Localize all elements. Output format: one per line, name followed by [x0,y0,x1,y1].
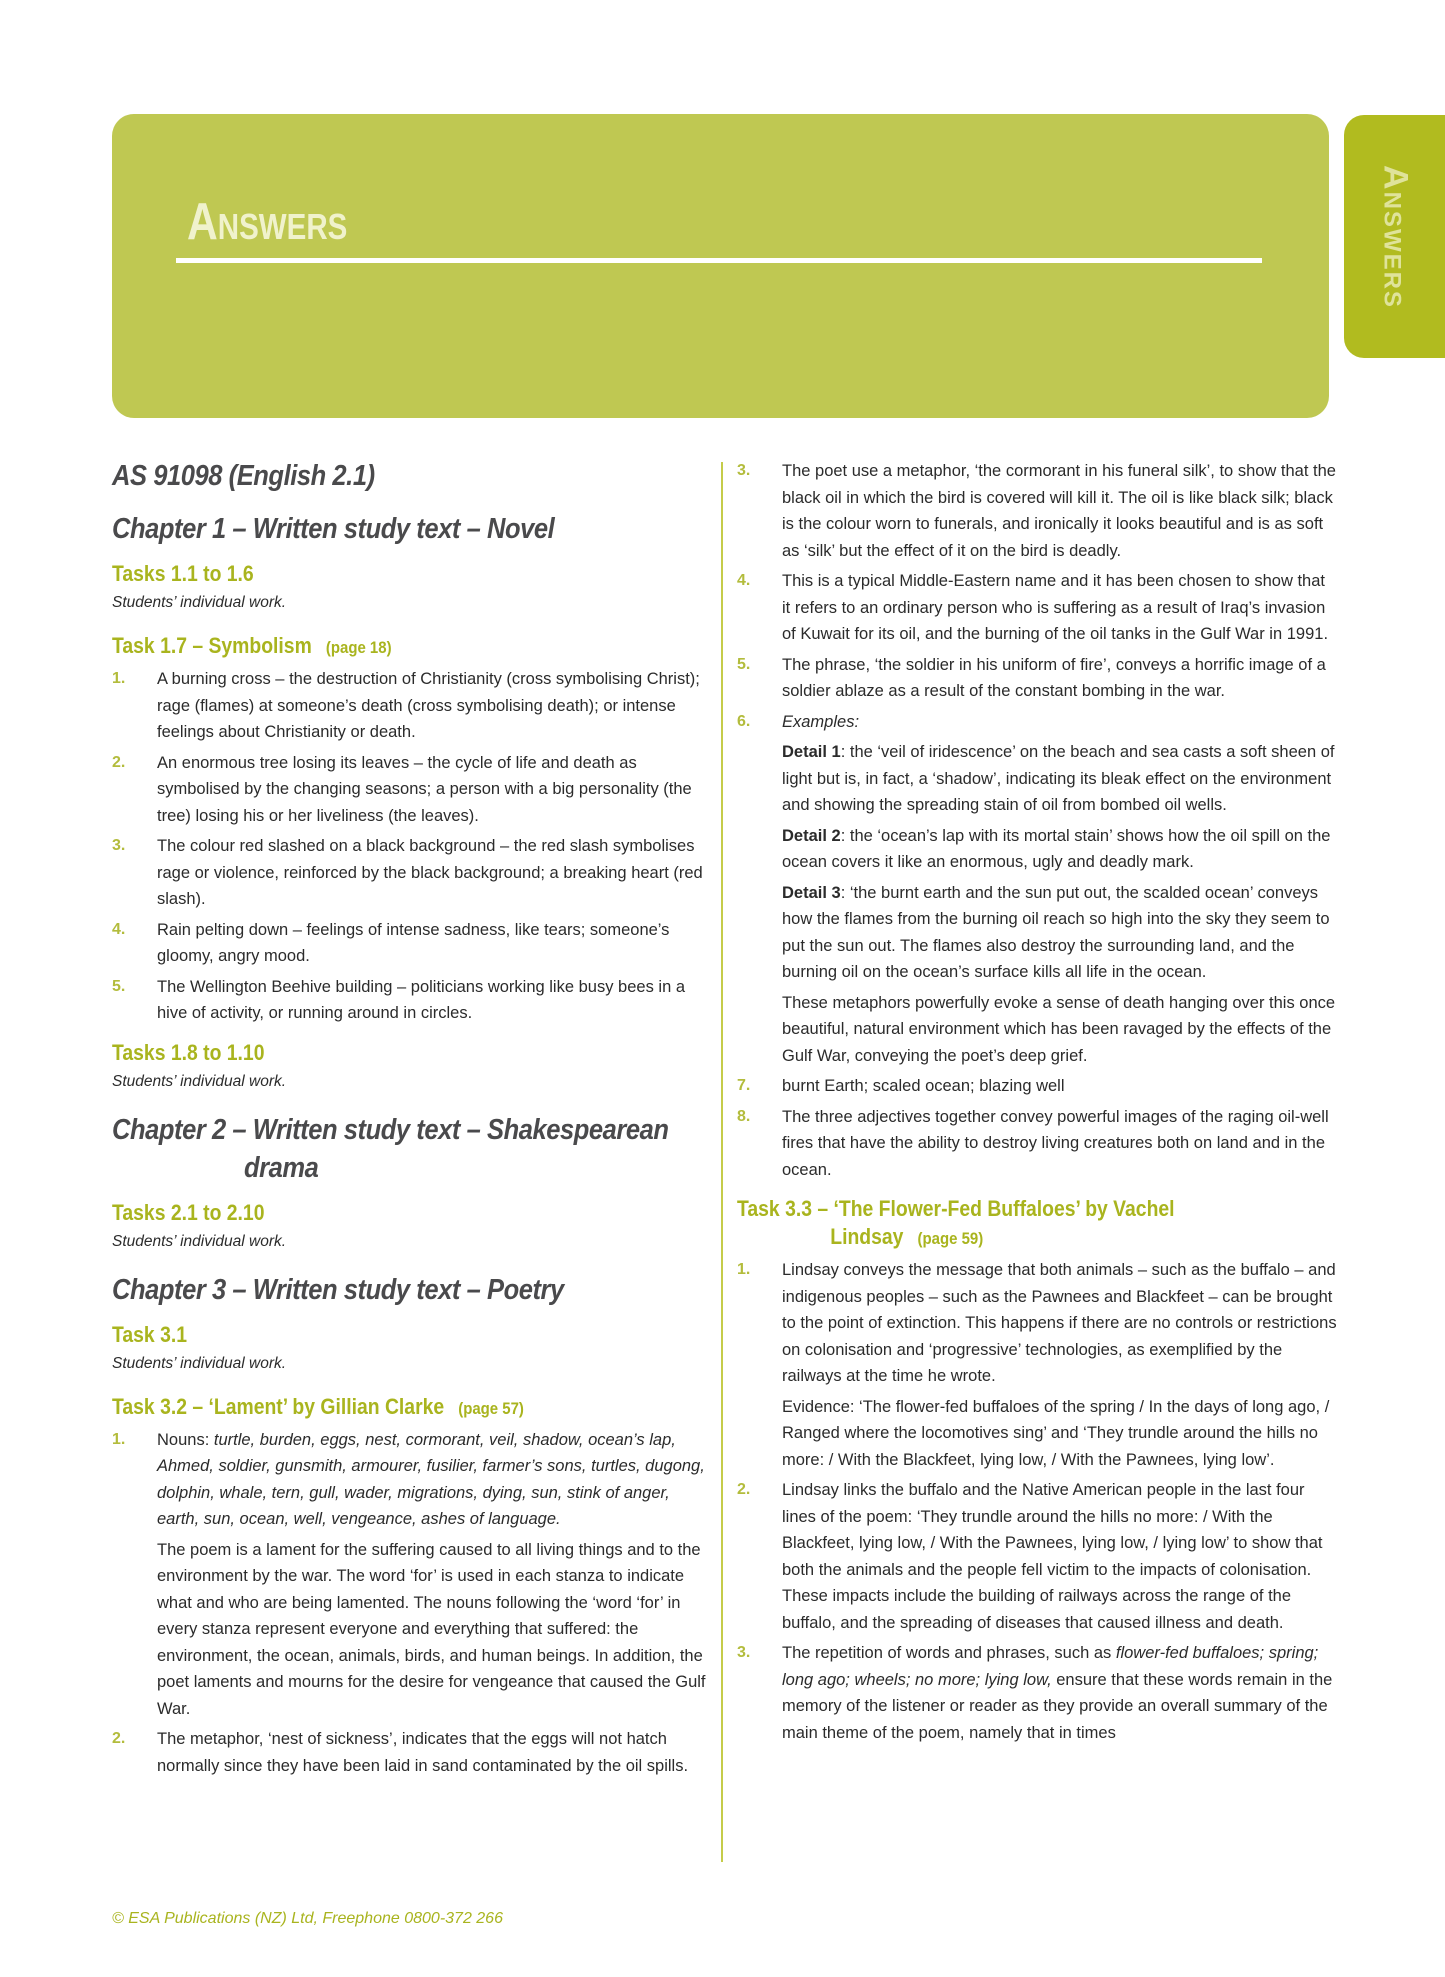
answer-number: 2. [737,1481,751,1498]
chapter-3-heading: Chapter 3 – Written study text – Poetry [112,1273,564,1306]
detail-label: Detail 1 [782,743,841,761]
answer-number: 4. [112,920,126,938]
right-column [737,458,1337,1750]
answer-number: 5. [112,977,126,995]
answer-text: The poet use a metaphor, ‘the cormorant in his funeral silk’, to show that the black oil in which the bird is covered will kill it. The oil is like black silk; black is the colour worn to funerals, and ironically it looks beautiful and is as soft as ‘silk’ but the effect of it on the bird is deadly. [782,462,1336,560]
answer-number: 6. [737,712,751,730]
answer-paragraph: The poem is a lament for the suffering caused to all living things and to the environment by the war. The word ‘for’ is used in each stanza to indicate what and who are being lamented. The nouns following the ‘word ‘for’ in every stanza represent everyone and everything that suffered: the environment, the ocean, animals, birds, and human beings. In addition, the poet laments and mourns for the desire for vengeance that caused the Gulf War. [157,1540,706,1718]
banner-rule [176,258,1262,263]
noun-list: turtle, burden, eggs, nest, cormorant, veil, shadow, ocean’s lap, Ahmed, soldier, gunsmith, armourer, fusilier, farmer’s sons, turtles, dugong, dolphin, whale, tern, gull, wader, migrations, dying, sun, stink of anger, earth, sun, ocean, well, vengeance, ashes of language. [157,1430,705,1528]
side-tab-label: Answers [1376,164,1414,309]
chapter-2-heading [112,1111,669,1187]
answer-text: A burning cross – the destruction of Christianity (cross symbolising Christ); rage (flames) at someone’s death (cross symbolising death); or intense feelings about Christianity or death. [157,670,700,741]
examples-label: Examples: [782,712,860,731]
task-note: Students’ individual work. [112,1232,287,1250]
answer-item [112,833,707,913]
answer-rest: ensure that these words remain in the memory of the listener or reader as they provide an overall summary of the main theme of the poem, namely that in times [782,1670,1333,1742]
task-title: Task 3.3 – ‘The Flower-Fed Buffaloes’ by Vachel [737,1196,1175,1221]
page-reference: (page 18) [325,638,392,657]
page-reference: (page 57) [458,1398,524,1418]
answer-intro [782,709,1337,736]
detail-text: : ‘the burnt earth and the sun put out, the scalded ocean’ conveys how the flames from the burning oil reach so high into the sky they seem to put the sun out. The flames also destroy the surrounding land, and the burning oil on the ocean’s surface kills all life in the ocean. [782,883,1330,981]
answer-text: Rain pelting down – feelings of intense sadness, like tears; someone’s gloomy, angry mood. [157,920,670,965]
answer-item [112,1726,707,1779]
answer-item [737,1073,1337,1100]
answer-item [112,974,707,1027]
answer-paragraph: These metaphors powerfully evoke a sense of death hanging over this once beautiful, natural environment which has been ravaged by the effects of the Gulf War, conveying the poet’s deep grief. [782,993,1336,1065]
answer-number: 3. [112,837,126,854]
answer-item [737,1640,1337,1746]
answer-number: 7. [737,1077,751,1094]
answer-text: The metaphor, ‘nest of sickness’, indicates that the eggs will not hatch normally since they have been laid in sand contaminated by the oil spills. [157,1730,689,1775]
detail-paragraph [782,739,1337,819]
answer-number: 2. [112,753,126,771]
answer-text: The colour red slashed on a black background – the red slash symbolises rage or violence, reinforced by the black background; a breaking heart (red slash). [157,837,703,908]
detail-text: : the ‘veil of iridescence’ on the beach and sea casts a soft sheen of light but is, in fact, a ‘shadow’, indicating its bleak effect on the environment and showing the spreading stain of oil from bombed oil wells. [782,743,1335,814]
answer-number: 3. [737,1644,751,1661]
task-heading: Task 3.1 [112,1321,187,1347]
chapter-1-heading: Chapter 1 – Written study text – Novel [112,513,555,545]
answer-text: burnt Earth; scaled ocean; blazing well [782,1077,1065,1095]
task-title: Task 3.2 – ‘Lament’ by Gillian Clarke [112,1393,445,1419]
answer-lead: The repetition of words and phrases, such as [782,1644,1116,1662]
answer-item [112,750,707,830]
standard-heading: AS 91098 (English 2.1) [112,460,375,492]
answer-item [112,917,707,970]
answer-number: 3. [737,462,751,479]
answer-lead: Nouns: [157,1430,214,1449]
answer-number: 1. [112,670,126,687]
answer-item [737,458,1337,564]
repeated-phrases: flower-fed buffaloes; spring; long ago; wheels; no more; lying low, [782,1644,1319,1689]
task-note: Students’ individual work. [112,1072,287,1090]
answer-text: The three adjectives together convey powerful images of the raging oil-well fires that have the ability to destroy living creatures both on land and in the ocean. [782,1107,1329,1179]
section-side-tab [1344,115,1445,358]
task-title: Lindsay [830,1224,904,1249]
answer-number: 4. [737,572,751,589]
left-column [112,458,707,1783]
answer-text: An enormous tree losing its leaves – the cycle of life and death as symbolised by the changing seasons; a person with a big personality (the tree) losing his or her liveliness (the leaves). [157,753,692,825]
task-heading: Tasks 2.1 to 2.10 [112,1199,265,1225]
detail-label: Detail 2 [782,826,841,845]
task-note: Students’ individual work. [112,1354,287,1372]
answer-item [737,568,1337,648]
detail-paragraph [782,880,1337,986]
answer-number: 5. [737,655,751,673]
answer-text: This is a typical Middle-Eastern name and it has been chosen to show that it refers to an ordinary person who is suffering as a result of Iraq’s invasion of Kuwait for its oil, and the burning of the oil tanks in the Gulf War in 1991. [782,572,1329,643]
task-heading [112,1393,636,1423]
answer-item [737,709,1337,1070]
answer-item [737,1104,1337,1184]
answer-number: 2. [112,1730,126,1747]
answer-item [737,1477,1337,1636]
page-reference: (page 59) [917,1229,984,1248]
detail-paragraph [782,823,1337,876]
task-note: Students’ individual work. [112,594,287,611]
chapter-banner [112,114,1329,418]
task-heading: Tasks 1.1 to 1.6 [112,561,254,586]
task-heading [737,1195,1265,1253]
copyright-footer: © ESA Publications (NZ) Ltd, Freephone 0800-372 266 [112,1910,503,1927]
answer-text [157,1427,707,1533]
chapter-title-line: drama [244,1151,319,1184]
detail-text: : the ‘ocean’s lap with its mortal stain’ shows how the oil spill on the ocean covers it like an enormous, ugly and deadly mark. [782,826,1331,871]
banner-title: Answers [187,193,348,251]
answer-item [737,1257,1337,1473]
answer-number: 1. [737,1261,751,1278]
task-heading [112,632,636,662]
answer-item [112,1427,707,1723]
answer-text [782,1640,1337,1746]
task-title: Task 1.7 – Symbolism [112,633,312,658]
chapter-title-line: Chapter 2 – Written study text – Shakespearean [112,1113,669,1146]
answer-text: Lindsay links the buffalo and the Native American people in the last four lines of the poem: ‘They trundle around the hills no more: / With the Blackfeet, lying low, / With the Pawnees, lying low, / lying low’ to show that both the animals and the people fell victim to the impacts of colonisation. These impacts include the building of railways across the range of the buffalo, and the spreading of diseases that caused illness and death. [782,1481,1323,1632]
column-divider [721,462,723,1862]
answer-number: 1. [112,1430,126,1448]
evidence-paragraph: Evidence: ‘The flower-fed buffaloes of the spring / In the days of long ago, / Ranged where the locomotives sing’ and ‘They trundle around the hills no more: / With the Blackfeet, lying low, / With the Pawnees, lying low’. [782,1397,1330,1469]
answer-text: The phrase, ‘the soldier in his uniform of fire’, conveys a horrific image of a soldier ablaze as a result of the constant bombing in the war. [782,655,1326,700]
answer-item [112,666,707,746]
answer-item [737,652,1337,705]
answer-number: 8. [737,1107,751,1125]
task-title-continued [737,1223,1265,1253]
answer-text: The Wellington Beehive building – politicians working like busy bees in a hive of activity, or running around in circles. [157,977,685,1022]
answer-text: Lindsay conveys the message that both animals – such as the buffalo – and indigenous peoples – such as the Pawnees and Blackfeet – can be brought to the point of extinction. This happens if there are no controls or restrictions on colonisation and ‘progressive’ technologies, as exemplified by the railways at the time he wrote. [782,1261,1337,1385]
detail-label: Detail 3 [782,883,841,902]
task-heading: Tasks 1.8 to 1.10 [112,1039,265,1065]
